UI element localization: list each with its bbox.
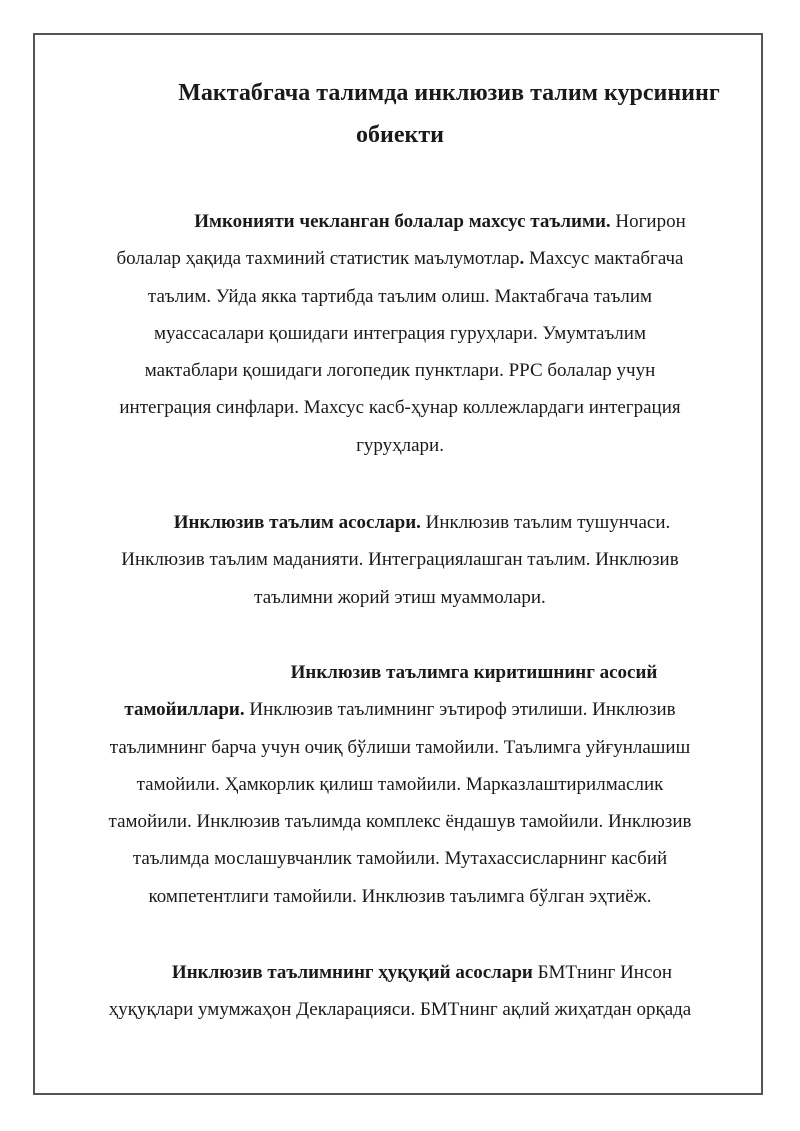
- section-heading: Имконияти чекланган болалар махсус таълими.: [194, 211, 611, 232]
- paragraph-line: таълимни жорий этиш муаммолари.: [254, 586, 546, 608]
- paragraph-line: тамойили. Ҳамкорлик қилиш тамойили. Марказлаштирилмаслик: [136, 773, 664, 795]
- paragraph-text: Ногирон: [610, 211, 686, 232]
- title-line-1: Мактабгача талимда инклюзив талим курсининг: [178, 80, 720, 106]
- section-heading-cont: тамойиллари.: [124, 699, 245, 721]
- paragraph-line: интеграция синфлари. Махсус касб-ҳунар коллежлардаги интеграция: [119, 397, 681, 419]
- title-line-2: обиекти: [356, 122, 444, 148]
- paragraph-line: [60, 691, 740, 728]
- paragraph-line: компетентлиги тамойили. Инклюзив таълимга бўлган эҳтиёж.: [148, 885, 652, 907]
- section-heading: Инклюзив таълимнинг ҳуқуқий асослари: [171, 962, 533, 983]
- paragraph-line: [60, 240, 740, 277]
- paragraph-line: ҳуқуқлари умумжаҳон Декларацияси. БМТнинг ақлий жиҳатдан орқада: [108, 999, 692, 1021]
- paragraph-line: муассасалари қошидаги интеграция гуруҳлари. Умумтаълим: [154, 322, 646, 344]
- paragraph-line: гуруҳлари.: [356, 434, 444, 456]
- paragraph-line: таълимнинг барча учун очиқ бўлиши тамойили. Таълимга уйғунлашиш: [109, 736, 691, 758]
- paragraph-line: [60, 203, 740, 240]
- paragraph-line: таълим. Уйда якка тартибда таълим олиш. Мактабгача таълим: [147, 285, 653, 307]
- paragraph-line: Инклюзив таълим маданияти. Интеграциялашган таълим. Инклюзив: [121, 549, 679, 571]
- paragraph-text: Инклюзив таълим тушунчаси.: [420, 512, 671, 533]
- section-inclusive-principles: [60, 654, 740, 915]
- paragraph-text: БМТнинг Инсон: [532, 962, 673, 983]
- section-heading: Инклюзив таълимга киритишнинг асосий: [290, 662, 658, 683]
- paragraph-line: [60, 954, 740, 991]
- paragraph-line: [60, 654, 740, 691]
- paragraph-text: Махсус мактабгача: [524, 248, 684, 270]
- paragraph-line: таълимда мослашувчанлик тамойили. Мутахассисларнинг касбий: [132, 848, 668, 870]
- section-inclusive-basics: [60, 504, 740, 616]
- paragraph-text: болалар ҳақида тахминий статистик маълумотлар: [116, 248, 520, 270]
- document-title: [60, 72, 740, 156]
- paragraph-line: [60, 504, 740, 541]
- bold-period: .: [519, 248, 525, 270]
- section-special-education: [60, 203, 740, 464]
- paragraph-line: мактаблари қошидаги логопедик пунктлари. РРС болалар учун: [144, 360, 656, 382]
- section-heading: Инклюзив таълим асослари.: [173, 512, 421, 533]
- paragraph-line: тамойили. Инклюзив таълимда комплекс ёндашув тамойили. Инклюзив: [108, 811, 692, 833]
- paragraph-text: Инклюзив таълимнинг эътироф этилиши. Инклюзив: [244, 699, 676, 721]
- section-legal-basis: [60, 954, 740, 1029]
